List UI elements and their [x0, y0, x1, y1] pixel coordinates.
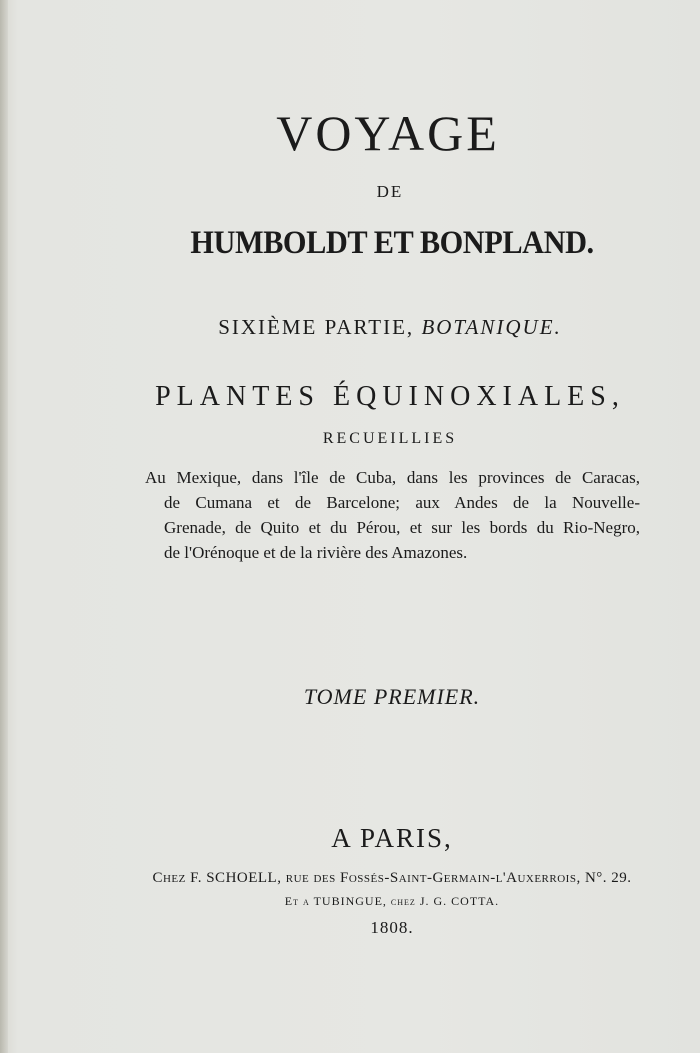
copublisher-chez: chez	[390, 894, 416, 908]
publisher-number: N°. 29.	[584, 870, 632, 886]
volume-label: TOME PREMIER.	[303, 684, 481, 709]
publisher-chez: Chez	[152, 870, 186, 886]
work-title: PLANTES ÉQUINOXIALES,	[155, 381, 625, 412]
copublisher-prefix: Et a	[284, 894, 310, 908]
copublisher-city: TUBINGUE,	[313, 894, 387, 908]
part-heading	[40, 315, 700, 340]
copublisher-name: J. G. COTTA.	[419, 894, 500, 908]
description-paragraph	[145, 465, 640, 565]
copublisher-line	[42, 894, 700, 909]
part-prefix: SIXIÈME PARTIE,	[218, 315, 415, 339]
description-line: Grenade, de Quito et du Pérou, et sur les bords du Rio-Negro,	[164, 518, 640, 537]
title-connector: DE	[376, 182, 404, 201]
description-line: de Cumana et de Barcelone; aux Andes de la Nouvelle-	[164, 493, 640, 512]
page-edge	[0, 0, 8, 1053]
description-line: Au Mexique, dans l'île de Cuba, dans les provinces de Caracas,	[145, 468, 640, 487]
publication-year: 1808.	[370, 918, 414, 937]
publisher-line	[42, 870, 700, 887]
imprint-place: A PARIS,	[331, 823, 453, 853]
description-line: de l'Orénoque et de la rivière des Amazones.	[164, 543, 468, 562]
part-subject: BOTANIQUE.	[421, 315, 562, 339]
publisher-address: rue des Fossés-Saint-Germain-l'Auxerrois,	[285, 870, 581, 886]
publisher-name: F. SCHOELL,	[190, 870, 282, 886]
authors: HUMBOLDT ET BONPLAND.	[190, 225, 594, 261]
recueillies-label: RECUEILLIES	[322, 430, 458, 447]
book-title: VOYAGE	[276, 105, 500, 161]
